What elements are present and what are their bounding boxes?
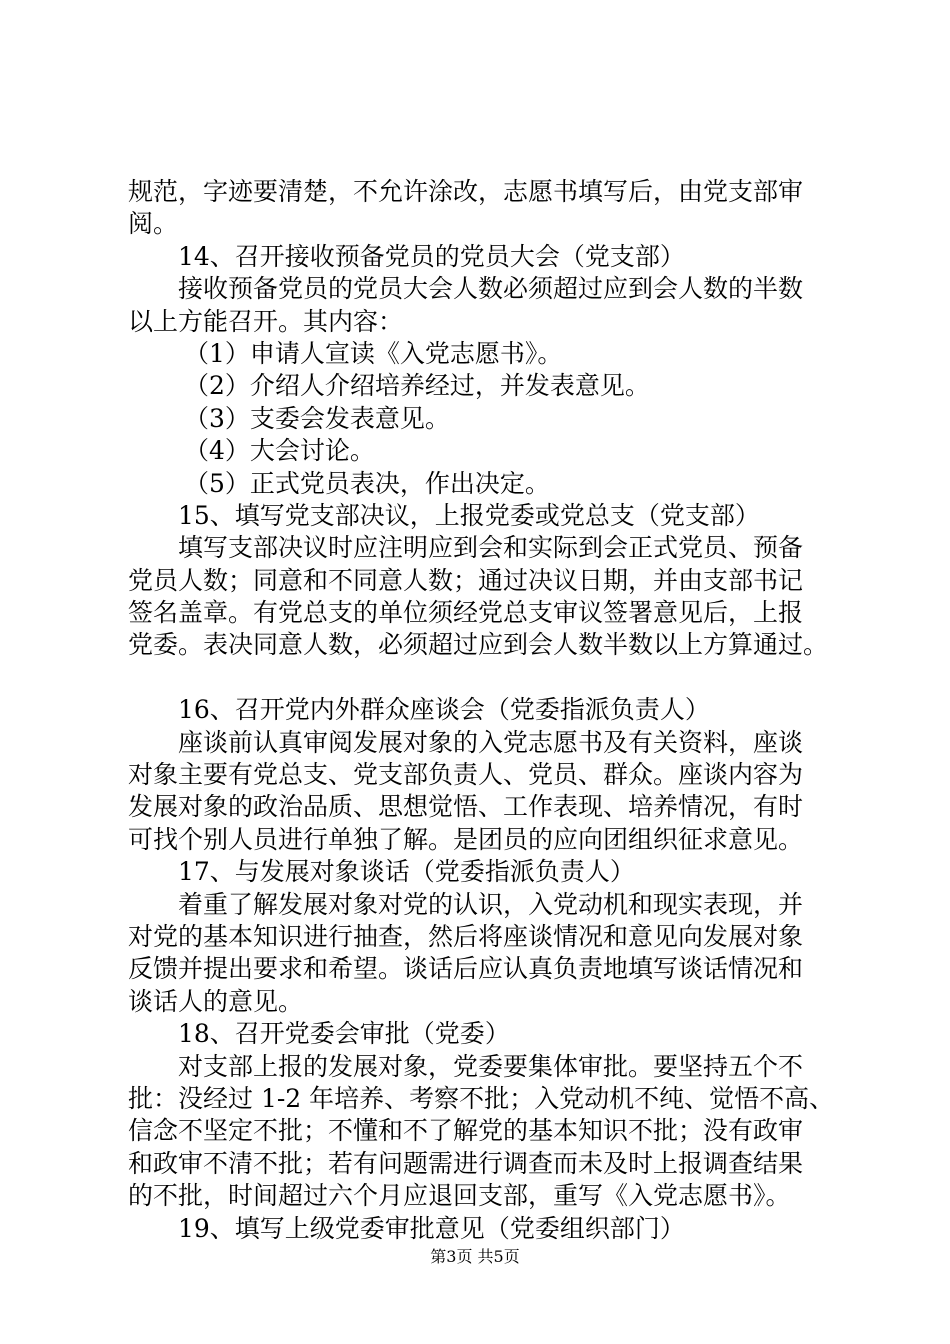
section-heading: 14、召开接收预备党员的党员大会（党支部） <box>178 241 685 271</box>
section-heading: 16、召开党内外群众座谈会（党委指派负责人） <box>178 695 710 725</box>
text-line: 谈话人的意见。 <box>128 986 304 1016</box>
document-body <box>128 176 853 1245</box>
section-heading: 17、与发展对象谈话（党委指派负责人） <box>178 857 635 887</box>
text-line: 党员人数；同意和不同意人数；通过决议日期，并由支部书记 <box>128 565 804 595</box>
list-item: （2）介绍人介绍培养经过，并发表意见。 <box>184 371 650 401</box>
text-line: 的不批，时间超过六个月应退回支部，重写《入党志愿书》。 <box>128 1181 791 1211</box>
text-line: 对支部上报的发展对象，党委要集体审批。要坚持五个不 <box>178 1051 804 1081</box>
text-line: 对党的基本知识进行抽查，然后将座谈情况和意见向发展对象 <box>128 921 804 951</box>
text-line: 信念不坚定不批；不懂和不了解党的基本知识不批；没有政审 <box>128 1116 804 1146</box>
text-line: 签名盖章。有党总支的单位须经党总支审议签署意见后，上报 <box>128 598 804 628</box>
text-line: 规范，字迹要清楚，不允许涂改，志愿书填写后，由党支部审 <box>128 177 804 206</box>
text-line: 对象主要有党总支、党支部负责人、党员、群众。座谈内容为 <box>128 760 804 790</box>
blank-line <box>128 662 853 694</box>
list-item: （1）申请人宣读《入党志愿书》。 <box>184 338 563 368</box>
text-line: 可找个别人员进行单独了解。是团员的应向团组织征求意见。 <box>128 824 804 854</box>
section-heading: 19、填写上级党委审批意见（党委组织部门） <box>178 1213 685 1243</box>
text-line: 阅。 <box>128 209 179 239</box>
text-line: 座谈前认真审阅发展对象的入党志愿书及有关资料，座谈 <box>178 727 804 757</box>
list-item: （4）大会讨论。 <box>184 436 375 466</box>
text-line: 以上方能召开。其内容： <box>128 306 404 336</box>
text-line: 党委。表决同意人数，必须超过应到会人数半数以上方算通过。 <box>128 630 829 660</box>
page-footer: 第3页 共5页 <box>430 1247 520 1266</box>
text-line: 接收预备党员的党员大会人数必须超过应到会人数的半数 <box>178 274 804 304</box>
section-heading: 15、填写党支部决议，上报党委或党总支（党支部） <box>178 500 760 530</box>
text-line: 批：没经过 1-2 年培养、考察不批；入党动机不纯、觉悟不高、 <box>128 1083 835 1113</box>
text-line: 填写支部决议时应注明应到会和实际到会正式党员、预备 <box>178 533 804 563</box>
text-line: 着重了解发展对象对党的认识，入党动机和现实表现，并 <box>178 889 804 919</box>
text-line: 发展对象的政治品质、思想觉悟、工作表现、培养情况，有时 <box>128 792 804 822</box>
text-line: 和政审不清不批；若有问题需进行调查而未及时上报调查结果 <box>128 1148 804 1178</box>
list-item: （5）正式党员表决，作出决定。 <box>184 468 550 498</box>
section-heading: 18、召开党委会审批（党委） <box>178 1019 510 1049</box>
list-item: （3）支委会发表意见。 <box>184 403 450 433</box>
text-line: 反馈并提出要求和希望。谈话后应认真负责地填写谈话情况和 <box>128 954 804 984</box>
